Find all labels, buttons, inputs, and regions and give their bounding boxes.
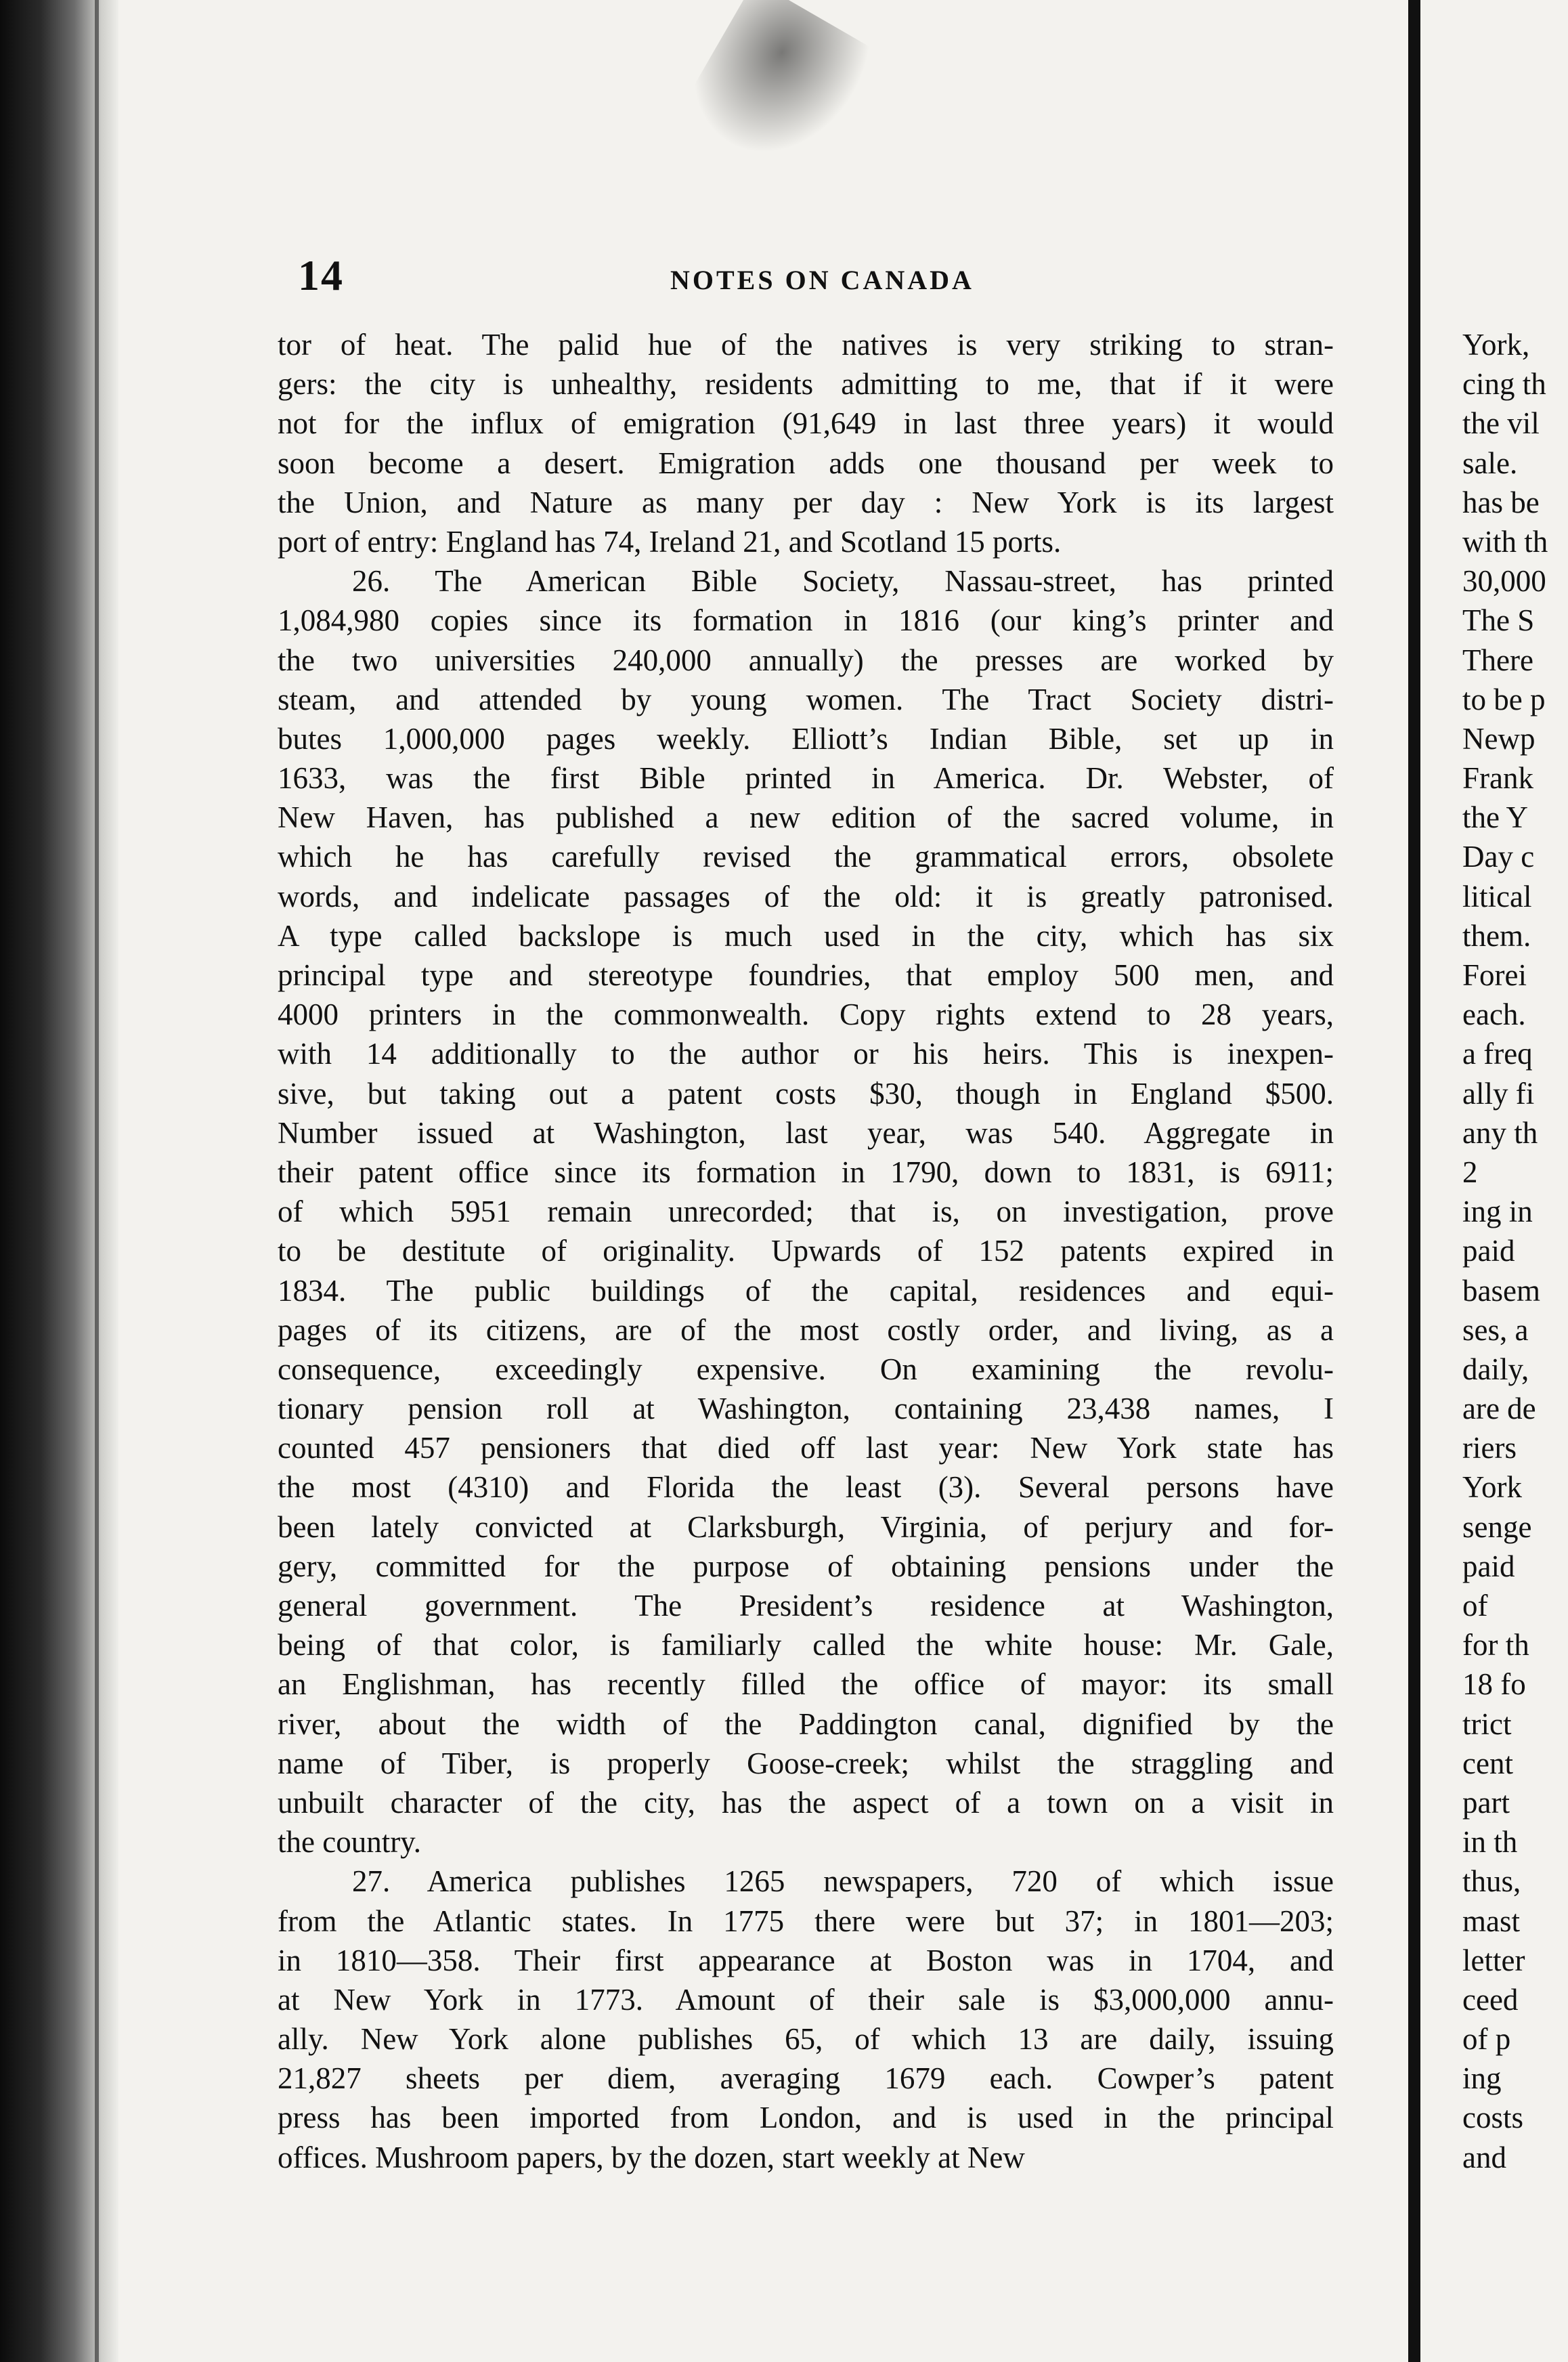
next-page-fragment: of bbox=[1462, 1589, 1488, 1623]
next-page-fragment: part bbox=[1462, 1785, 1510, 1820]
text-line: counted 457 pensioners that died off last year: New York state has bbox=[278, 1431, 1334, 1465]
next-page-fragment: has be bbox=[1462, 485, 1540, 519]
next-page-fragment: for th bbox=[1462, 1628, 1529, 1662]
next-page-fragment-column bbox=[1462, 325, 1568, 2177]
text-line: the country. bbox=[278, 1825, 422, 1860]
next-page-fragment: 30,000 bbox=[1462, 564, 1546, 599]
text-line: principal type and stereotype foundries, that employ 500 men, and bbox=[278, 958, 1334, 992]
text-line: 1834. The public buildings of the capital, residences and equi- bbox=[278, 1273, 1334, 1308]
text-line: butes 1,000,000 pages weekly. Elliott’s Indian Bible, set up in bbox=[278, 721, 1334, 756]
text-line: being of that color, is familiarly called the white house: Mr. Gale, bbox=[278, 1628, 1334, 1662]
next-page-fragment: ceed bbox=[1462, 1982, 1519, 2017]
text-line: offices. Mushroom papers, by the dozen, start weekly at New bbox=[278, 2140, 1025, 2174]
text-line: tor of heat. The palid hue of the natives is very striking to stran- bbox=[278, 328, 1334, 362]
next-page-fragment: daily, bbox=[1462, 1352, 1529, 1386]
text-line: 21,827 sheets per diem, averaging 1679 each. Cowper’s patent bbox=[278, 2061, 1334, 2096]
text-line: 26. The American Bible Society, Nassau-street, has printed bbox=[352, 564, 1334, 599]
next-page-fragment: Newp bbox=[1462, 721, 1536, 756]
text-line: soon become a desert. Emigration adds one thousand per week to bbox=[278, 446, 1334, 480]
next-page-fragment: each. bbox=[1462, 997, 1526, 1032]
text-line: general government. The President’s residence at Washington, bbox=[278, 1589, 1334, 1623]
next-page-fragment: ally fi bbox=[1462, 1076, 1535, 1111]
next-page-fragment: to be p bbox=[1462, 682, 1546, 716]
text-line: unbuilt character of the city, has the aspect of a town on a visit in bbox=[278, 1785, 1334, 1820]
next-page-fragment: mast bbox=[1462, 1904, 1520, 1938]
binding-rule bbox=[95, 0, 99, 2362]
text-line: pages of its citizens, are of the most costly order, and living, as a bbox=[278, 1312, 1334, 1347]
next-page-fragment: trict bbox=[1462, 1706, 1512, 1741]
next-page-fragment: any th bbox=[1462, 1115, 1538, 1150]
text-line: been lately convicted at Clarksburgh, Virginia, of perjury and for- bbox=[278, 1509, 1334, 1544]
text-line: gers: the city is unhealthy, residents admitting to me, that if it were bbox=[278, 367, 1334, 402]
text-line: sive, but taking out a patent costs $30, though in England $500. bbox=[278, 1076, 1334, 1111]
text-line: 1633, was the first Bible printed in America. Dr. Webster, of bbox=[278, 761, 1334, 796]
next-page-fragment: are de bbox=[1462, 1392, 1536, 1426]
running-title: NOTES ON CANADA bbox=[670, 265, 974, 295]
next-page-fragment: cent bbox=[1462, 1746, 1513, 1780]
text-line: 27. America publishes 1265 newspapers, 720 of which issue bbox=[352, 1864, 1334, 1899]
next-page-fragment: Frank bbox=[1462, 761, 1533, 796]
next-page-fragment: There bbox=[1462, 643, 1533, 677]
page-header bbox=[298, 251, 1395, 305]
next-page-fragment: in th bbox=[1462, 1825, 1518, 1860]
next-page-fragment: cing th bbox=[1462, 367, 1546, 402]
text-line: of which 5951 remain unrecorded; that is, on investigation, prove bbox=[278, 1195, 1334, 1229]
page-binding-edge bbox=[0, 0, 118, 2362]
text-line: name of Tiber, is properly Goose-creek; whilst the straggling and bbox=[278, 1746, 1334, 1780]
next-page-fragment: The S bbox=[1462, 603, 1535, 638]
ink-smudge bbox=[674, 0, 884, 196]
text-line: which he has carefully revised the grammatical errors, obsolete bbox=[278, 840, 1334, 874]
next-page-fragment: York, bbox=[1462, 328, 1530, 362]
text-line: Number issued at Washington, last year, was 540. Aggregate in bbox=[278, 1115, 1334, 1150]
next-page-fragment: thus, bbox=[1462, 1864, 1521, 1899]
next-page-fragment: costs bbox=[1462, 2101, 1523, 2135]
text-line: the Union, and Nature as many per day : New York is its largest bbox=[278, 485, 1334, 519]
next-page-fragment: paid bbox=[1462, 1549, 1515, 1583]
next-page-fragment: senge bbox=[1462, 1509, 1532, 1544]
page-gutter bbox=[1408, 0, 1420, 2362]
text-line: port of entry: England has 74, Ireland 21, and Scotland 15 ports. bbox=[278, 524, 1062, 559]
next-page-fragment: sale. bbox=[1462, 446, 1518, 480]
text-line: the most (4310) and Florida the least (3). Several persons have bbox=[278, 1470, 1334, 1505]
text-line: A type called backslope is much used in the city, which has six bbox=[278, 918, 1334, 953]
text-line: not for the influx of emigration (91,649 in last three years) it would bbox=[278, 406, 1334, 441]
text-line: words, and indelicate passages of the old: it is greatly patronised. bbox=[278, 879, 1334, 914]
text-line: in 1810—358. Their first appearance at Boston was in 1704, and bbox=[278, 1943, 1334, 1977]
text-line: the two universities 240,000 annually) the presses are worked by bbox=[278, 643, 1334, 677]
next-page-fragment: them. bbox=[1462, 918, 1531, 953]
next-page-fragment: riers bbox=[1462, 1431, 1517, 1465]
next-page-fragment: the Y bbox=[1462, 800, 1529, 835]
text-line: ally. New York alone publishes 65, of which 13 are daily, issuing bbox=[278, 2022, 1334, 2057]
text-line: press has been imported from London, and is used in the principal bbox=[278, 2101, 1334, 2135]
next-page-fragment: ing in bbox=[1462, 1195, 1533, 1229]
next-page-fragment: ing bbox=[1462, 2061, 1502, 2096]
text-line: an Englishman, has recently filled the office of mayor: its small bbox=[278, 1667, 1334, 1702]
next-page-fragment: 2 bbox=[1462, 1155, 1478, 1189]
text-line: New Haven, has published a new edition of the sacred volume, in bbox=[278, 800, 1334, 835]
text-line: their patent office since its formation in 1790, down to 1831, is 6911; bbox=[278, 1155, 1334, 1189]
text-line: from the Atlantic states. In 1775 there were but 37; in 1801—203; bbox=[278, 1904, 1334, 1938]
next-page-fragment: paid bbox=[1462, 1234, 1515, 1268]
text-line: 4000 printers in the commonwealth. Copy rights extend to 28 years, bbox=[278, 997, 1334, 1032]
text-line: to be destitute of originality. Upwards of 152 patents expired in bbox=[278, 1234, 1334, 1268]
next-page-fragment: 18 fo bbox=[1462, 1667, 1526, 1702]
next-page-fragment: basem bbox=[1462, 1273, 1540, 1308]
text-line: gery, committed for the purpose of obtaining pensions under the bbox=[278, 1549, 1334, 1583]
next-page-fragment: of p bbox=[1462, 2022, 1511, 2057]
text-line: tionary pension roll at Washington, containing 23,438 names, I bbox=[278, 1392, 1334, 1426]
page-number: 14 bbox=[298, 251, 344, 299]
text-line: consequence, exceedingly expensive. On examining the revolu- bbox=[278, 1352, 1334, 1386]
next-page-fragment: ses, a bbox=[1462, 1312, 1529, 1347]
next-page-fragment: Forei bbox=[1462, 958, 1527, 992]
next-page-fragment: York bbox=[1462, 1470, 1522, 1505]
text-line: 1,084,980 copies since its formation in 1816 (our king’s printer and bbox=[278, 603, 1334, 638]
next-page-fragment: a freq bbox=[1462, 1037, 1533, 1071]
next-page-fragment: litical bbox=[1462, 879, 1532, 914]
next-page-fragment: the vil bbox=[1462, 406, 1540, 441]
next-page-fragment: Day c bbox=[1462, 840, 1535, 874]
text-line: with 14 additionally to the author or his heirs. This is inexpen- bbox=[278, 1037, 1334, 1071]
main-text-column bbox=[278, 325, 1334, 2177]
next-page-fragment: with th bbox=[1462, 524, 1548, 559]
text-line: at New York in 1773. Amount of their sale is $3,000,000 annu- bbox=[278, 1982, 1334, 2017]
text-line: river, about the width of the Paddington canal, dignified by the bbox=[278, 1706, 1334, 1741]
next-page-fragment: letter bbox=[1462, 1943, 1525, 1977]
text-line: steam, and attended by young women. The Tract Society distri- bbox=[278, 682, 1334, 716]
next-page-fragment: and bbox=[1462, 2140, 1506, 2174]
